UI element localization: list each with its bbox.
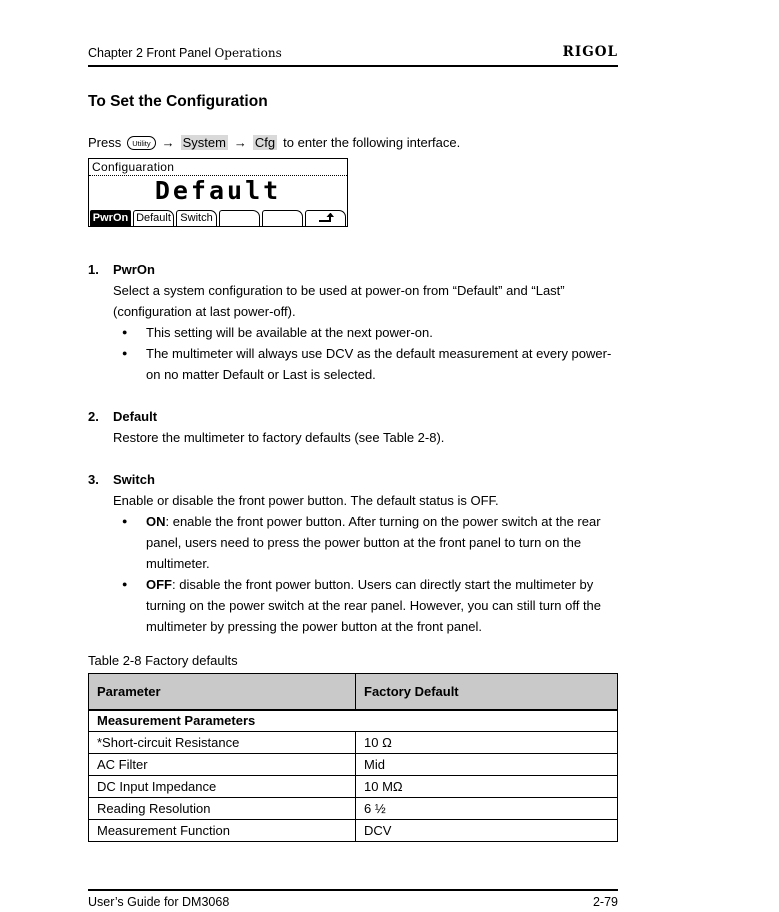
cell-value: 10 Ω	[356, 732, 618, 754]
bullet-icon: ●	[122, 579, 128, 589]
chapter-heading-serif: Operations	[214, 46, 282, 60]
cell-value: Mid	[356, 754, 618, 776]
factory-defaults-table	[88, 673, 618, 842]
section-number: 1.	[88, 262, 99, 277]
softkey-default: Default	[133, 210, 174, 226]
bullet-body: : enable the front power button. After turning on the power switch at the rear panel, users need to press the power button at the front panel to turn on the multimeter.	[146, 514, 601, 571]
footer-guide-title: User’s Guide for DM3068	[88, 895, 230, 909]
cell-value: DCV	[356, 820, 618, 842]
list-item	[122, 574, 618, 637]
softkey-blank-1	[219, 210, 260, 226]
list-item	[122, 511, 618, 574]
cell-value: 10 MΩ	[356, 776, 618, 798]
cell-parameter: DC Input Impedance	[89, 776, 356, 798]
page-footer	[88, 889, 618, 909]
column-header-parameter: Parameter	[89, 674, 356, 710]
cell-parameter: Reading Resolution	[89, 798, 356, 820]
softkey-pwron: PwrOn	[90, 210, 131, 226]
lcd-screen-title: Configuaration	[89, 159, 347, 176]
cell-parameter: *Short-circuit Resistance	[89, 732, 356, 754]
section-number: 3.	[88, 472, 99, 487]
section-paragraph: Restore the multimeter to factory defaults (see Table 2-8).	[113, 430, 445, 445]
menu-step-cfg: Cfg	[254, 135, 276, 150]
return-arrow-icon	[306, 213, 345, 223]
section-default	[88, 406, 618, 448]
brand-logo: RIGOL	[562, 44, 618, 60]
footer-page-number: 2-79	[592, 895, 618, 909]
body-sections	[88, 259, 618, 637]
section-heading: PwrOn	[113, 262, 155, 277]
list-item	[122, 322, 618, 343]
bullet-text	[146, 511, 618, 574]
bullet-icon: ●	[122, 516, 128, 526]
press-suffix: to enter the following interface.	[283, 135, 461, 150]
bullet-icon: ●	[122, 327, 128, 337]
section-heading: Switch	[113, 472, 155, 487]
bullet-text: The multimeter will always use DCV as the default measurement at every power-on no matter Default or Last is selected.	[146, 346, 612, 382]
bullet-icon: ●	[122, 348, 128, 358]
bullet-keyword: OFF	[146, 577, 172, 592]
page-title: To Set the Configuration	[88, 93, 268, 110]
section-paragraph: Select a system configuration to be used at power-on from “Default” and “Last” (configuration at last power-off).	[113, 283, 565, 319]
bullet-body: : disable the front power button. Users can directly start the multimeter by turning on the power switch at the rear panel. However, you can still turn off the multimeter by pressing the power button at the front panel.	[146, 577, 602, 634]
table-row	[89, 754, 618, 776]
chapter-heading	[88, 46, 282, 60]
section-heading: Default	[113, 409, 158, 424]
cell-parameter: Measurement Function	[89, 820, 356, 842]
section-number: 2.	[88, 409, 99, 424]
table-header-row	[89, 674, 618, 710]
column-header-factory-default: Factory Default	[356, 674, 618, 710]
softkey-switch: Switch	[176, 210, 217, 226]
chapter-heading-sans: Chapter 2 Front Panel	[88, 46, 215, 60]
bullet-keyword: ON	[146, 514, 166, 529]
table-caption: Table 2-8 Factory defaults	[88, 653, 238, 668]
table-row	[89, 798, 618, 820]
press-label: Press	[88, 135, 122, 150]
section-paragraph: Enable or disable the front power button. The default status is OFF.	[113, 493, 499, 508]
softkey-blank-2	[262, 210, 303, 226]
table-row	[89, 776, 618, 798]
table-section-row	[89, 710, 618, 732]
softkey-bar	[90, 210, 346, 226]
table-section-label: Measurement Parameters	[89, 710, 618, 732]
arrow-icon: →	[233, 135, 247, 150]
bullet-text	[146, 574, 618, 637]
arrow-icon: →	[161, 135, 175, 150]
cell-value: 6 ½	[356, 798, 618, 820]
cell-parameter: AC Filter	[89, 754, 356, 776]
softkey-return	[305, 210, 346, 226]
menu-step-system: System	[182, 135, 226, 150]
table-row	[89, 820, 618, 842]
press-instruction	[88, 135, 618, 150]
table-row	[89, 732, 618, 754]
bullet-text: This setting will be available at the next power-on.	[146, 325, 433, 340]
page-header	[88, 0, 618, 67]
lcd-screen	[88, 158, 348, 227]
section-pwron	[88, 259, 618, 385]
list-item	[122, 343, 618, 385]
section-switch	[88, 469, 618, 637]
utility-keycap: Utility	[127, 136, 155, 150]
lcd-main-value: Default	[154, 176, 282, 205]
